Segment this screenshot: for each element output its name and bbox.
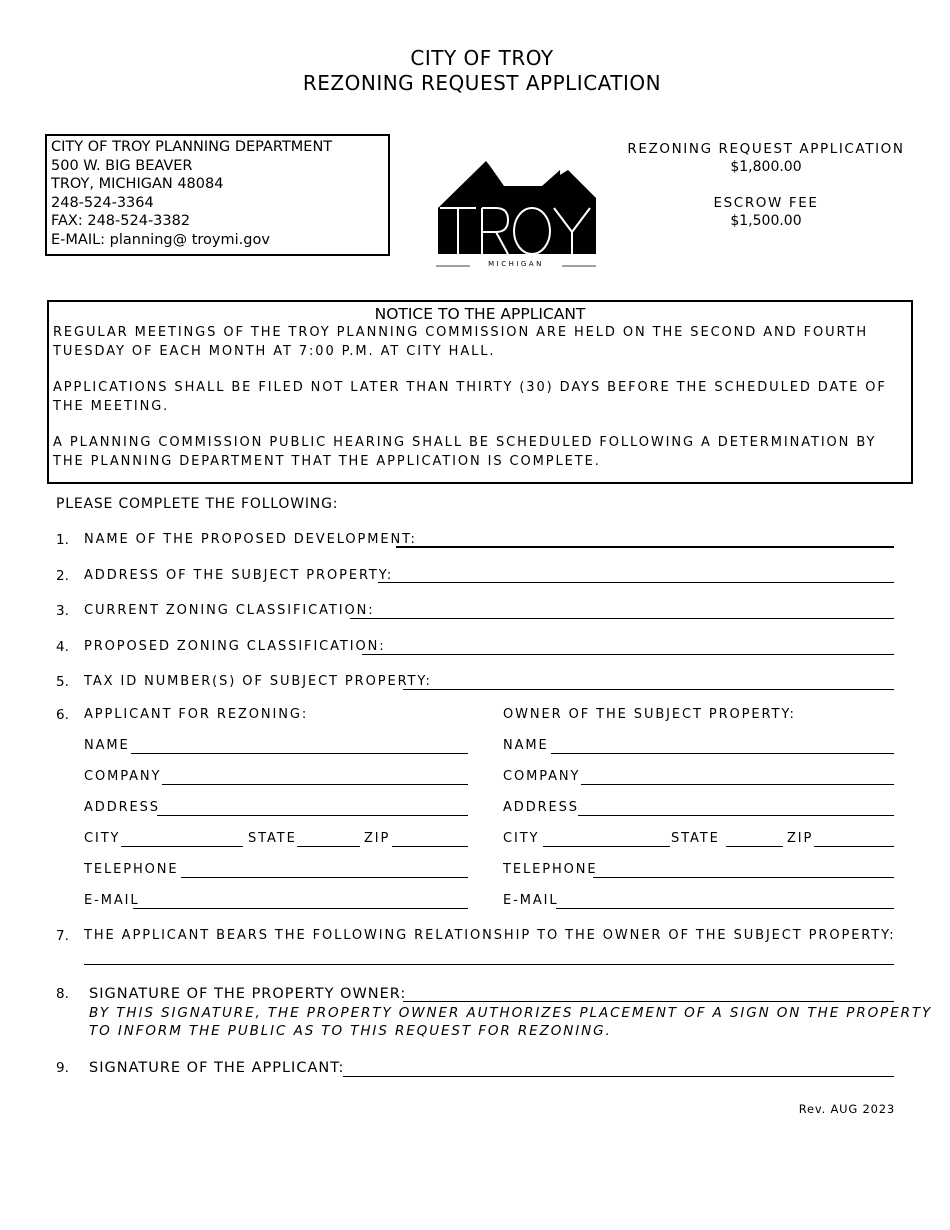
application-fee-label: REZONING REQUEST APPLICATION [627, 141, 905, 157]
owner-email-label: E-MAIL [503, 893, 559, 908]
notice-paragraph: A PLANNING COMMISSION PUBLIC HEARING SHALL BE SCHEDULED FOLLOWING A DETERMINATION BY THE PLANNING DEPARTMENT THAT THE APPLICATION IS COMPLETE. [53, 435, 877, 469]
property-address-label: ADDRESS OF THE SUBJECT PROPERTY: [84, 568, 394, 583]
applicant-state-field[interactable] [297, 846, 360, 847]
owner-zip-label: ZIP [787, 831, 814, 846]
item-number: 8. [56, 986, 69, 1002]
owner-signature-note-line1: BY THIS SIGNATURE, THE PROPERTY OWNER AUTHORIZES PLACEMENT OF A SIGN ON THE PROPERTY [89, 1005, 933, 1021]
item-number: 5. [56, 674, 69, 690]
item-number: 1. [56, 532, 69, 548]
development-name-label: NAME OF THE PROPOSED DEVELOPMENT: [84, 532, 417, 547]
item-number: 3. [56, 603, 69, 619]
tax-id-label: TAX ID NUMBER(S) OF SUBJECT PROPERTY: [84, 674, 432, 689]
owner-signature-note-line2: TO INFORM THE PUBLIC AS TO THIS REQUEST FOR REZONING. [89, 1023, 612, 1039]
applicant-address-label: ADDRESS [84, 800, 160, 815]
applicant-company-field[interactable] [162, 784, 468, 785]
notice-title: NOTICE TO THE APPLICANT [374, 305, 586, 323]
page-subtitle: REZONING REQUEST APPLICATION [302, 71, 662, 95]
applicant-signature-label: SIGNATURE OF THE APPLICANT: [89, 1060, 345, 1076]
proposed-zoning-label: PROPOSED ZONING CLASSIFICATION: [84, 639, 386, 654]
item-number: 2. [56, 568, 69, 584]
department-phone: 248-524-3364 [51, 194, 154, 211]
item-number: 4. [56, 639, 69, 655]
item-number: 7. [56, 928, 69, 944]
department-address2: TROY, MICHIGAN 48084 [51, 176, 224, 192]
applicant-city-field[interactable] [121, 846, 243, 847]
page-title: CITY OF TROY [410, 46, 554, 70]
department-fax: FAX: 248-524-3382 [51, 213, 191, 229]
notice-paragraph: REGULAR MEETINGS OF THE TROY PLANNING COMMISSION ARE HELD ON THE SECOND AND FOURTH TUESDAY OF EACH MONTH AT 7:00 P.M. AT CITY HALL. [53, 325, 869, 359]
owner-telephone-field[interactable] [593, 877, 894, 878]
owner-city-field[interactable] [543, 846, 670, 847]
department-name: CITY OF TROY PLANNING DEPARTMENT [51, 139, 333, 155]
applicant-telephone-field[interactable] [181, 877, 468, 878]
troy-logo [434, 158, 598, 272]
applicant-zip-field[interactable] [392, 846, 468, 847]
applicant-zip-label: ZIP [364, 831, 391, 846]
application-fee-block [616, 140, 916, 230]
escrow-fee-label: ESCROW FEE [713, 195, 819, 211]
property-address-field[interactable] [378, 582, 894, 583]
form-intro: PLEASE COMPLETE THE FOLLOWING: [56, 496, 339, 512]
notice-paragraph: APPLICATIONS SHALL BE FILED NOT LATER THAN THIRTY (30) DAYS BEFORE THE SCHEDULED DATE OF THE MEETING. [53, 380, 887, 414]
tax-id-field[interactable] [403, 689, 894, 690]
notice-box [47, 300, 913, 484]
owner-heading: OWNER OF THE SUBJECT PROPERTY: [503, 707, 796, 722]
applicant-signature-field[interactable] [343, 1076, 894, 1077]
owner-state-field[interactable] [726, 846, 783, 847]
applicant-email-field[interactable] [133, 908, 468, 909]
applicant-name-field[interactable] [131, 753, 468, 754]
applicant-address-field[interactable] [157, 815, 468, 816]
applicant-heading: APPLICANT FOR REZONING: [84, 707, 309, 722]
current-zoning-label: CURRENT ZONING CLASSIFICATION: [84, 603, 375, 618]
owner-telephone-label: TELEPHONE [503, 862, 598, 877]
owner-name-label: NAME [503, 738, 549, 753]
owner-zip-field[interactable] [814, 846, 894, 847]
logo-subtext: MICHIGAN [488, 260, 544, 268]
department-address1: 500 W. BIG BEAVER [51, 157, 193, 174]
proposed-zoning-field[interactable] [362, 654, 894, 655]
applicant-telephone-label: TELEPHONE [84, 862, 179, 877]
owner-state-label: STATE [671, 831, 720, 846]
escrow-fee-amount: $1,500.00 [730, 213, 802, 229]
owner-name-field[interactable] [551, 753, 894, 754]
applicant-name-label: NAME [84, 738, 130, 753]
owner-email-field[interactable] [556, 908, 894, 909]
owner-address-label: ADDRESS [503, 800, 579, 815]
applicant-state-label: STATE [248, 831, 297, 846]
revision-date: Rev. AUG 2023 [798, 1102, 895, 1116]
owner-company-label: COMPANY [503, 769, 581, 784]
department-contact-box [45, 134, 390, 256]
applicant-city-label: CITY [84, 831, 121, 846]
development-name-field[interactable] [396, 546, 894, 548]
relationship-label: THE APPLICANT BEARS THE FOLLOWING RELATIONSHIP TO THE OWNER OF THE SUBJECT PROPERTY: [84, 928, 896, 943]
owner-address-field[interactable] [578, 815, 894, 816]
applicant-company-label: COMPANY [84, 769, 162, 784]
owner-company-field[interactable] [581, 784, 894, 785]
owner-city-label: CITY [503, 831, 540, 846]
item-number: 6. [56, 707, 69, 723]
current-zoning-field[interactable] [350, 618, 894, 619]
item-number: 9. [56, 1060, 69, 1076]
owner-signature-label: SIGNATURE OF THE PROPERTY OWNER: [89, 986, 407, 1002]
application-fee-amount: $1,800.00 [730, 159, 802, 175]
owner-signature-field[interactable] [403, 1001, 894, 1002]
relationship-field[interactable] [84, 964, 894, 965]
applicant-email-label: E-MAIL [84, 893, 140, 908]
department-email: E-MAIL: planning@ troymi.gov [51, 231, 270, 248]
